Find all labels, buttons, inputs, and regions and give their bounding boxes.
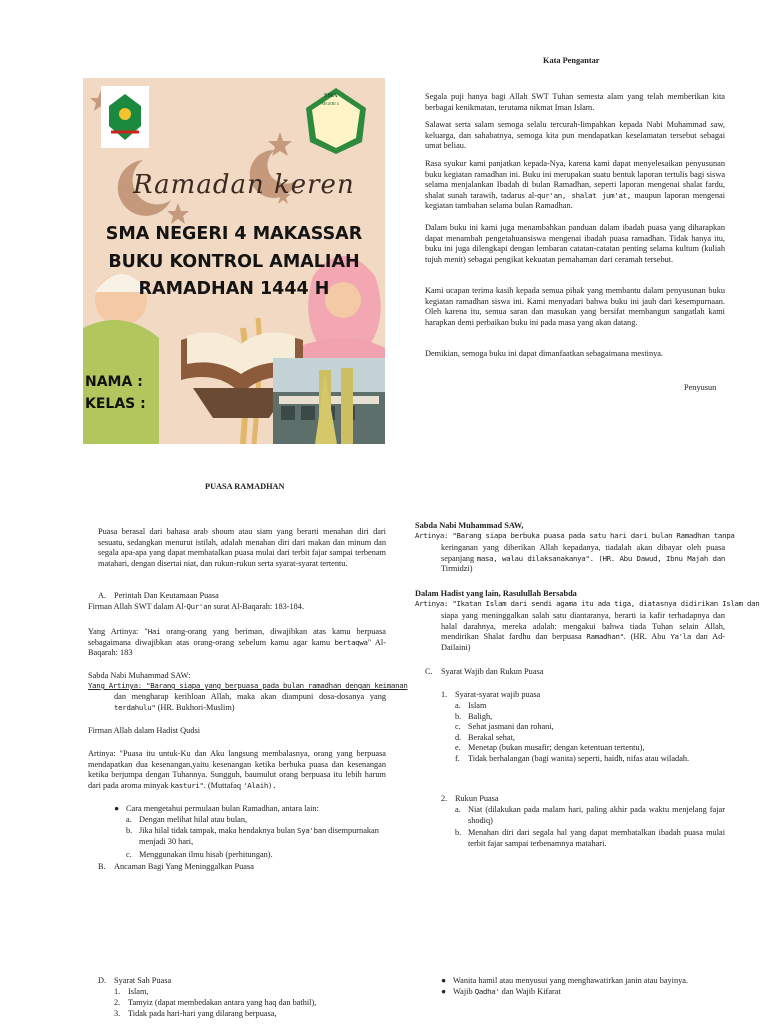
s1-item [455,701,689,712]
section-a-mark: A. [98,591,107,600]
handwritten-span: qur'an, shalat jum'at, [536,190,631,200]
section-a-title: Perintah Dan Keutamaan Puasa [114,591,219,600]
artinya-2-body [441,611,725,653]
cara-a: Dengan melihat hilal atau bulan, [139,815,248,824]
handwritten-span: Hai [147,627,161,636]
s1-item-mark: a. [455,701,461,710]
artinya-2-lead: Artinya: "Ikatan Islam dari sendi agama itu ada tiga, diatasnya didirikan Islam dan [415,599,760,608]
text-span: Artinya: "Puasa itu untuk-Ku dan Aku langsung membalasnya, orang yang berpuasa mendapatkan dua kesenangan,yaitu kesenangan ketika berbuka puasa dan kesenangan ketika berjumpa dengan Tuhannya. Sungguh, baumulut orang berpuasa itu lebih harum dari pada aroma minyak [88,749,386,790]
s2b-mark: b. [455,828,462,837]
sabda-title: Sabda Nabi Muhammad SAW, [415,521,524,530]
cover-title-line-3: RAMADHAN 1444 H [138,279,330,299]
text-span: Wajib [453,987,475,996]
bullet-2-text [453,987,561,998]
cover-kelas-label: KELAS : [85,396,146,412]
s2a-mark: a. [455,805,461,814]
artinya-hadist-qudsi [88,749,386,791]
text-span: Rasa syukur kami panjatkan kepada-Nya, karena kami dapat menyelesaikan penyusunan buku kegiatan ramadhan ini. Buku ini merupakan suatu bentuk laporan tertulis bagi siswa selama menjalankan Ibadah di bulan Ramadhan, seperti laporan mengenai shalat fardu, shalat sunah tarawih, tadarus al- [425,159,725,200]
cara-b-mark: b. [126,826,133,835]
s1-item [455,743,689,754]
star-icon [167,203,189,224]
text-span: . (HR. Abu [623,632,671,642]
logo-text: SMA [324,93,338,99]
dalam-title: Dalam Hadist yang lain, Rasulullah Bersabda [415,589,577,598]
s2-mark: 2. [441,794,448,803]
s1-item [455,754,689,765]
bullet-icon: ● [441,976,447,985]
s1-item-text: Berakal sehat, [468,732,515,742]
d2-mark: 2. [114,998,121,1007]
kata-paragraph-6: Demikian, semoga buku ini dapat dimanfaatkan sebagaimana mestinya. [425,349,664,358]
handwritten-span: masa, walau dilaksanakanya". (HR. Abu Dawud, Ibnu Majah dan [476,553,725,563]
yang-artinya-2-lead: Yang Artinya: "Barang siapa yang berpuasa pada bulan ramadhan dengan keimanan [88,681,408,690]
yang-artinya-1 [88,627,386,659]
handwritten-span: Ramadhan" [586,632,624,642]
s1-item-mark: e. [455,743,461,753]
text-span: orang-orang yang beriman, diwajibkan atas kamu berpuasa sebagaimana diwajibkan atas orang-orang sebelum kamu agar kamu [88,627,386,647]
handwritten-span: Sya'ban [297,826,327,835]
kata-paragraph-3 [425,159,725,212]
text-span: Jika hilal tidak tampak, maka hendaknya bulan [139,826,298,835]
book-cover [83,78,385,444]
handwritten-span: bertaqwa [334,637,368,647]
s1-item-mark: c. [455,722,461,732]
kata-sign: Penyusun [684,383,717,392]
bullet-icon: ● [114,804,120,813]
d2-text: Tamyiz (dapat membedakan antara yang haq dan bathil), [128,998,317,1007]
cover-script-title: Ramadan keren [133,170,355,200]
cara-c-mark: c. [126,850,132,859]
cara-a-mark: a. [126,815,132,824]
bullet-1-text: Wanita hamil atau menyusui yang menghawatirkan janin atau bayinya. [453,976,689,985]
kata-paragraph-1: Segala puji hanya bagi Allah SWT Tuhan semesta alam yang telah memberikan kita berbagai kenikmatan, terutama nikmat Iman Islam. [425,92,725,112]
s1-item [455,722,689,733]
cover-nama-label: NAMA : [85,374,143,390]
text-span: dan Ad-Dailaini) [441,632,725,652]
handwritten-span: Qur'an [186,602,212,611]
s1-mark: 1. [441,690,448,699]
s1-list [455,701,689,765]
section-b-mark: B. [98,862,106,871]
text-span: disempurnakan menjadi 30 hari, [139,826,379,846]
s1-item [455,712,689,723]
text-span: keringanan yang diberikan Allah kepadanya, tiadalah akan dibayar oleh puasa sepanjang [441,543,725,563]
kata-paragraph-2: Salawat serta salam semoga selalu tercurah-limpahkan kepada Nabi Muhammad saw, keluarga, dan sahabatnya, semoga kita pun mendapatkan keselamatan tersebut sebagai umat beliau. [425,120,725,151]
text-span: dan Wajib Kifarat [499,987,561,996]
cara-b [139,826,387,847]
handwritten-span: 'Alaih). [243,780,277,790]
section-c-mark: C. [425,667,433,676]
kata-paragraph-5: Kami ucapan terima kasih kepada semua pihak yang membantu dalam penyusunan buku kegiatan ramadhan siswa ini. Kami menyadari bahwa buku ini jauh dari kesempurnaan. Oleh karena itu, semua saran dan masukan yang bersifat membangun sangatlah kami harapkan demi perbaikan buku ini pada masa yang akan datang. [425,286,725,327]
s1-item-mark: f. [455,753,460,763]
sabda-1-title: Sabda Nabi Muhammad SAW: [88,671,191,680]
cover-title-line-1: SMA NEGERI 4 MAKASSAR [105,224,363,244]
text-span: Tirmidzi) [441,564,473,574]
yang-artinya-2-body [114,692,386,713]
handwritten-span: kasturi" [170,780,204,790]
s1-item-mark: d. [455,732,462,742]
s2b-text: Menahan diri dari segala hal yang dapat membatalkan ibadah puasa mulai terbit fajar sampai terbenamnya matahari. [468,828,725,848]
handwritten-span: terdahulu" [114,702,156,712]
text-span: siapa yang meninggalkan salah satu diantaranya, berarti ia kafir terhadapnya dan halal darahnya, mereka adalah: mengakui bahwa tiada Tuhan selain Allah, mendirikan Shalat fardhu dan berpuasa [441,611,725,642]
logo-subtext: NEGERI 4 [321,101,339,106]
intro-paragraph: Puasa berasal dari bahasa arab shoum atau siam yang berarti menahan diri dari sesuatu, sedangkan menurut istilah, adalah menahan diri dari makan dan minum dan segala apa-apa yang dapat membatalkan puasa mulai dari terbit fajar sampai terbenam matahari, dengan disertai niat, dan rukun-rukun serta syarat-syarat tertentu. [98,527,386,568]
cara-title: Cara mengetahui permulaan bulan Ramadhan, antara lain: [126,804,319,813]
s1-item-text: Baligh, [468,711,493,721]
section-c-title: Syarat Wajib dan Rukun Puasa [441,667,544,676]
cover-title-line-2: BUKU KONTROL AMALIAH [108,252,360,272]
artinya-1-body [441,543,725,575]
handwritten-span: Qadha' [474,987,500,996]
puasa-heading: PUASA RAMADHAN [205,482,285,491]
section-d-mark: D. [98,976,107,985]
s1-item [455,733,689,744]
s1-item-text: Menetap (bukan musafir; dengan ketentuan tertentu), [468,743,645,753]
text-span: Firman Allah SWT dalam Al- [88,602,187,611]
text-span: surat Al-Baqarah: 183-184. [211,602,305,611]
firman-1 [88,602,304,613]
text-span: . (Muttafaq [203,780,244,790]
s1-item-text: Tidak berhalangan (bagi wanita) seperti, haidh, nifas atau wiladah. [468,753,690,763]
s1-item-text: Islam [468,701,487,710]
d3-mark: 3. [114,1009,121,1018]
artinya-1-lead: Artinya: "Barang siapa berbuka puasa pada satu hari dari bulan Ramadhan tanpa [415,531,735,540]
s2a-text: Niat (dilakukan pada malam hari, paling akhir pada waktu menjelang fajar shodiq) [468,805,725,825]
handwritten-span: Ya'la [670,632,692,642]
s1-title: Syarat-syarat wajib puasa [455,690,541,699]
s1-item-mark: b. [455,711,462,721]
cara-c: Menggunakan ilmu hisab (perhitungan). [139,850,273,859]
kata-pengantar-title: Kata Pengantar [543,56,600,65]
text-span: (HR. Bukhori-Muslim) [155,702,235,712]
d1-mark: 1. [114,987,121,996]
text-span: dan mengharap kerihloan Allah, maka akan diampuni dosa-dosanya yang [114,692,386,701]
firman-2: Firman Allah dalam Hadist Qudsi [88,726,200,735]
section-b-title: Ancaman Bagi Yang Meninggalkan Puasa [114,862,254,871]
section-d-title: Syarat Sah Puasa [114,976,172,985]
text-span: Yang Artinya: " [88,627,148,636]
kata-paragraph-4: Dalam buku ini kami juga menambahkan panduan dalam ibadah puasa yang diharapkan dapat menambah pengetahuansiswa mengenai ibadah puasa ramadhan. Tidak hanya itu, buku ini juga dilengkapi dengan lembaran catatan-catatan penting selama kultum (kuliah tujuh menit) sebagai pengikat kekuatan pemahaman dari ceramah tersebut. [425,223,725,264]
text-span: maupun laporan mengenai kegiatan tambahan selama bulan Ramadhan. [425,190,725,211]
d1-text: Islam, [128,987,149,996]
bullet-icon: ● [441,987,447,996]
text-span: " Al-Baqarah: 183 [88,637,386,658]
s2-title: Rukun Puasa [455,794,499,803]
s1-item-text: Sehat jasmani dan rohani, [468,722,554,732]
d3-text: Tidak pada hari-hari yang dilarang berpuasa, [128,1009,277,1018]
